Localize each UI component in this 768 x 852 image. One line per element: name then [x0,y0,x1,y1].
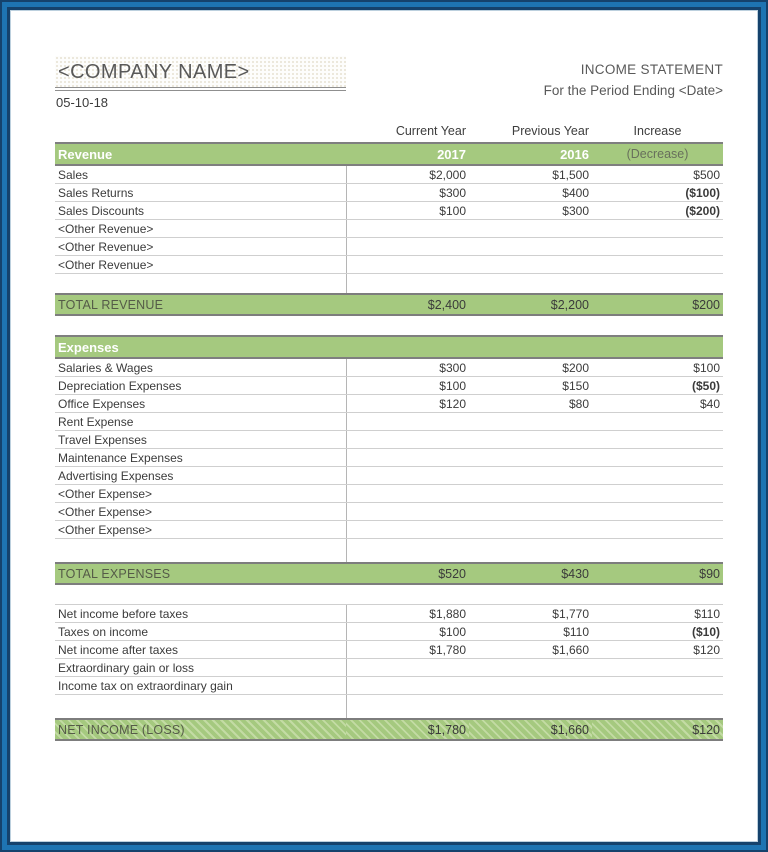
spacer-row [55,695,723,720]
value-cell-current[interactable]: $300 [346,358,469,377]
empty-header-cell [55,118,346,143]
value-cell-change[interactable] [592,220,723,238]
row-label-cell[interactable]: Rent Expense [55,413,346,431]
value-cell-current[interactable] [346,431,469,449]
row-label-cell[interactable]: <Other Expense> [55,503,346,521]
expenses-section-title: Expenses [55,336,346,358]
value-cell-current[interactable]: $100 [346,623,469,641]
value-cell-current[interactable]: $1,780 [346,641,469,659]
total-revenue-change-cell[interactable]: $200 [592,294,723,315]
total-expenses-current-cell[interactable]: $520 [346,563,469,584]
table-row [55,256,723,274]
row-label-cell[interactable]: Income tax on extraordinary gain [55,677,346,695]
total-expenses-group [55,563,723,584]
value-cell-change[interactable]: ($100) [592,184,723,202]
row-label-cell[interactable]: Taxes on income [55,623,346,641]
value-cell-current[interactable] [346,503,469,521]
total-revenue-group [55,294,723,315]
previous-year-column-header: Previous Year [511,124,589,138]
value-cell-previous[interactable] [469,220,592,238]
net-income-current-cell[interactable]: $1,780 [346,719,469,740]
document-title: INCOME STATEMENT [580,62,723,77]
table-row [55,467,723,485]
row-label-cell[interactable]: Office Expenses [55,395,346,413]
row-label-cell[interactable]: <Other Revenue> [55,220,346,238]
column-header-group [55,118,723,165]
value-cell-previous[interactable]: $1,500 [469,165,592,184]
total-expenses-label-cell[interactable]: TOTAL EXPENSES [55,563,346,584]
row-label-cell[interactable]: Net income after taxes [55,641,346,659]
net-income-row [55,719,723,740]
double-rule-divider [55,87,346,91]
spacer-group [55,584,723,605]
value-cell-change[interactable] [592,256,723,274]
value-cell-change[interactable] [592,485,723,503]
total-revenue-previous-cell[interactable]: $2,200 [469,294,592,315]
row-label-cell[interactable]: Sales Discounts [55,202,346,220]
value-cell-current[interactable] [346,467,469,485]
statement-header [55,56,723,110]
row-label-cell[interactable]: Salaries & Wages [55,358,346,377]
row-label-cell[interactable]: <Other Revenue> [55,256,346,274]
statement-content [55,56,723,741]
value-cell-current[interactable] [346,238,469,256]
row-label-cell[interactable]: Maintenance Expenses [55,449,346,467]
statement-date-field[interactable]: 05-10-18 [56,95,109,110]
table-row [55,358,723,377]
table-row [55,184,723,202]
value-cell-previous[interactable] [469,467,592,485]
value-cell-current[interactable] [346,677,469,695]
value-cell-previous[interactable] [469,677,592,695]
decrease-column-header: (Decrease) [592,143,723,165]
value-cell-previous[interactable] [469,521,592,539]
value-cell-current[interactable] [346,521,469,539]
value-cell-change[interactable] [592,431,723,449]
table-row [55,449,723,467]
row-label-cell[interactable]: <Other Revenue> [55,238,346,256]
value-cell-change[interactable]: ($10) [592,623,723,641]
row-label-cell[interactable]: <Other Expense> [55,521,346,539]
value-cell-previous[interactable]: $110 [469,623,592,641]
total-revenue-row [55,294,723,315]
value-cell-current[interactable] [346,485,469,503]
value-cell-change[interactable] [592,413,723,431]
row-label-cell[interactable]: Depreciation Expenses [55,377,346,395]
value-cell-previous[interactable] [469,449,592,467]
table-row [55,431,723,449]
increase-column-header: Increase [633,124,682,138]
value-cell-previous[interactable]: $150 [469,377,592,395]
previous-year-value-header: 2016 [469,143,592,165]
table-row [55,641,723,659]
table-row [55,605,723,623]
value-cell-current[interactable] [346,659,469,677]
value-cell-current[interactable]: $1,880 [346,605,469,623]
value-cell-current[interactable]: $2,000 [346,165,469,184]
row-label-cell[interactable]: Advertising Expenses [55,467,346,485]
net-income-group [55,719,723,740]
revenue-rows [55,165,723,274]
value-cell-previous[interactable] [469,256,592,274]
header-left [55,56,346,110]
row-label-cell[interactable]: Net income before taxes [55,605,346,623]
value-cell-current[interactable]: $120 [346,395,469,413]
row-label-cell[interactable]: Sales [55,165,346,184]
value-cell-current[interactable]: $100 [346,202,469,220]
value-cell-previous[interactable]: $1,660 [469,641,592,659]
table-row [55,659,723,677]
value-cell-previous[interactable] [469,659,592,677]
table-row [55,503,723,521]
value-cell-change[interactable]: $40 [592,395,723,413]
expenses-header-group [55,336,723,358]
table-row [55,413,723,431]
header-right [544,56,723,98]
net-income-change-cell[interactable]: $120 [592,719,723,740]
value-cell-previous[interactable]: $80 [469,395,592,413]
table-row [55,165,723,184]
value-cell-change[interactable] [592,503,723,521]
spacer-row [55,315,723,336]
total-expenses-previous-cell[interactable]: $430 [469,563,592,584]
table-row [55,377,723,395]
value-cell-current[interactable]: $300 [346,184,469,202]
value-cell-previous[interactable] [469,238,592,256]
value-cell-change[interactable]: ($200) [592,202,723,220]
row-label-cell[interactable]: Travel Expenses [55,431,346,449]
revenue-section-title: Revenue [55,143,346,165]
total-revenue-label-cell[interactable]: TOTAL REVENUE [55,294,346,315]
row-label-cell[interactable]: Extraordinary gain or loss [55,659,346,677]
value-cell-change[interactable]: $100 [592,358,723,377]
spacer-row [55,539,723,564]
value-cell-current[interactable] [346,256,469,274]
total-expenses-change-cell[interactable]: $90 [592,563,723,584]
value-cell-previous[interactable] [469,503,592,521]
value-cell-current[interactable] [346,449,469,467]
expense-rows [55,358,723,539]
current-year-column-header: Current Year [395,124,466,138]
value-cell-change[interactable] [592,521,723,539]
value-cell-change[interactable]: ($50) [592,377,723,395]
value-cell-current[interactable]: $100 [346,377,469,395]
company-name-box [55,56,346,87]
company-name-field[interactable]: <COMPANY NAME> [58,61,250,83]
table-row [55,677,723,695]
spacer-group [55,539,723,564]
value-cell-previous[interactable] [469,431,592,449]
value-cell-previous[interactable] [469,485,592,503]
table-row [55,238,723,256]
table-row [55,395,723,413]
value-cell-current[interactable] [346,220,469,238]
value-cell-change[interactable] [592,677,723,695]
value-cell-previous[interactable]: $400 [469,184,592,202]
value-cell-change[interactable]: $110 [592,605,723,623]
value-cell-previous[interactable]: $200 [469,358,592,377]
net-income-previous-cell[interactable]: $1,660 [469,719,592,740]
current-year-value-header: 2017 [346,143,469,165]
row-label-cell[interactable]: Sales Returns [55,184,346,202]
row-label-cell[interactable]: <Other Expense> [55,485,346,503]
total-revenue-current-cell[interactable]: $2,400 [346,294,469,315]
table-row [55,202,723,220]
table-row [55,623,723,641]
spacer-group [55,315,723,336]
spacer-group [55,695,723,720]
value-cell-change[interactable]: $500 [592,165,723,184]
value-cell-previous[interactable]: $300 [469,202,592,220]
column-header-row [55,118,723,143]
spacer-row [55,584,723,605]
value-cell-change[interactable]: $120 [592,641,723,659]
revenue-section-band [55,143,723,165]
table-row [55,521,723,539]
value-cell-previous[interactable]: $1,770 [469,605,592,623]
value-cell-previous[interactable] [469,413,592,431]
net-income-label-cell[interactable]: NET INCOME (LOSS) [55,719,346,740]
expenses-section-band [55,336,723,358]
value-cell-change[interactable] [592,659,723,677]
total-expenses-row [55,563,723,584]
spacer-row [55,274,723,295]
income-statement-table [55,118,723,741]
value-cell-change[interactable] [592,238,723,256]
table-row [55,220,723,238]
value-cell-change[interactable] [592,467,723,485]
value-cell-current[interactable] [346,413,469,431]
value-cell-change[interactable] [592,449,723,467]
period-ending-field[interactable]: For the Period Ending <Date> [543,83,723,98]
spacer-group [55,274,723,295]
summary-rows [55,605,723,695]
table-row [55,485,723,503]
